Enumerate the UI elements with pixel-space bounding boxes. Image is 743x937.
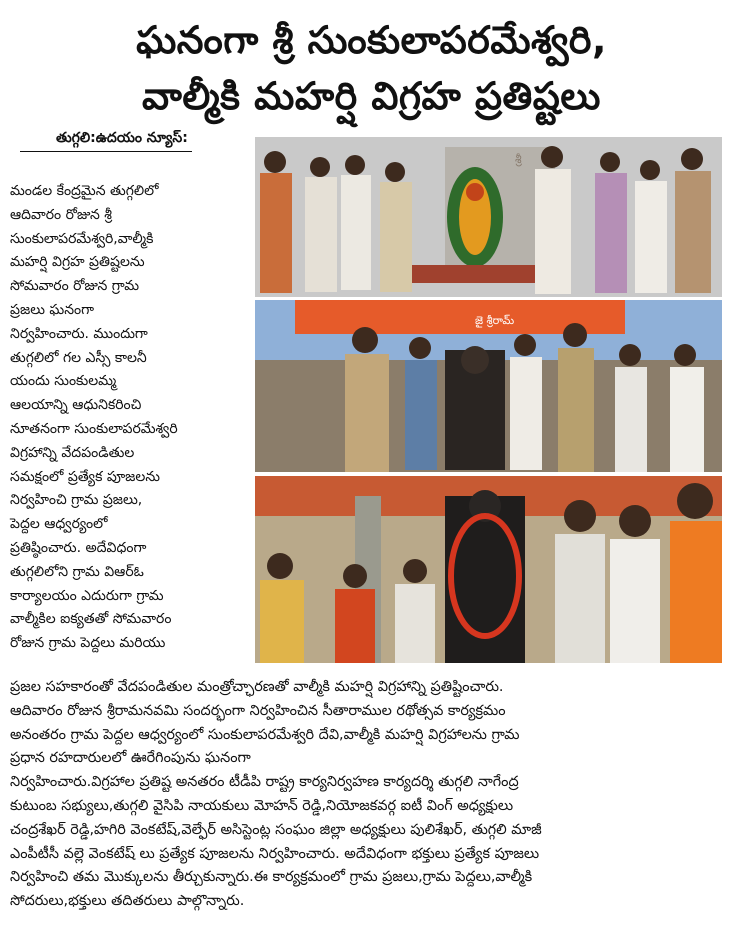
body-line: ఆదివారం రోజున శ్రీ <box>10 206 112 223</box>
body-line: మండల కేంద్రమైన తుగ్గలిలో <box>10 183 159 199</box>
body-line: పెద్దల ఆధ్వర్యంలో <box>10 516 108 533</box>
body-line: మహర్షి విగ్రహ ప్రతిష్టలను <box>10 254 145 271</box>
body-line: ప్రతిష్ఠించారు. అదేవిధంగా <box>10 539 147 556</box>
body-line: తుగ్గలిలోని గ్రామ విఆర్ఓ <box>10 563 144 580</box>
body-line: అనంతరం గ్రామ పెద్దల ఆధ్వర్యంలో సుంకులాపరమేశ్వరి దేవి,వాల్మీకి మహర్షి విగ్రహాలను గ్రామ <box>10 726 520 743</box>
body-line: ప్రధాన రహదారులలో ఊరేగింపును ఘనంగా <box>10 750 251 767</box>
body-line: తుగ్గలిలో గల ఎస్సీ కాలనీ <box>10 349 147 366</box>
body-line: యందు సుంకులమ్మ <box>10 373 117 390</box>
photo-sunkulaparameshwari-idol <box>255 137 722 297</box>
body-line: ఆదివారం రోజున శ్రీరామనవమి సందర్భంగా నిర్వహించిన సీతారాముల రథోత్సవ కార్యక్రమం <box>10 702 506 719</box>
body-line: వాల్మీకిల ఐక్యతతో సోమవారం <box>10 611 172 628</box>
article-body-column <box>10 180 255 656</box>
body-line: సమక్షంలో ప్రత్యేక పూజలను <box>10 468 161 485</box>
body-line: ప్రజలు ఘనంగా <box>10 301 95 318</box>
body-line: నిర్వహించి గ్రామ ప్రజలు, <box>10 492 143 509</box>
banner-text: జై శ్రీరామ్ <box>475 314 515 327</box>
body-line: విగ్రహాన్ని వేదపండితుల <box>10 444 135 461</box>
body-line: నూతనంగా సుంకులాపరమేశ్వరి <box>10 420 178 437</box>
body-line: సుంకులాపరమేశ్వరి,వాల్మీకి <box>10 230 154 247</box>
banner-text: శ్రీ <box>515 152 522 166</box>
body-line: నిర్వహించారు.విగ్రహాల ప్రతిష్ట అనతరం టీడీపి రాష్ట్ర కార్యనిర్వహణ కార్యదర్శి తుగ్గలి నాగేంద్ర <box>10 774 519 791</box>
photo-valmiki-idol-canopy <box>255 300 722 472</box>
body-line: నిర్వహించారు. ముందుగా <box>10 325 148 342</box>
headline-line-2: వాల్మీకి మహర్షి విగ్రహ ప్రతిష్టలు <box>142 74 601 118</box>
body-line: ఆలయాన్ని ఆధునికరించి <box>10 397 142 414</box>
body-line: ప్రజల సహకారంతో వేదపండితుల మంత్రోచ్ఛారణతో వాల్మీకి మహర్షి విగ్రహాన్ని ప్రతిష్టించారు. <box>10 679 504 695</box>
byline: తుగ్గలి:ఉదయం న్యూస్: <box>20 130 192 152</box>
body-line: రోజున గ్రామ పెద్దలు మరియు <box>10 635 166 652</box>
body-line: కుటుంబ సభ్యులు,తుగ్గలి వైసిపి నాయకులు మోహన్ రెడ్డి,నియోజకవర్గ ఐటీ వింగ్ అధ్యక్షులు <box>10 797 514 814</box>
article-body-full <box>10 676 730 914</box>
body-line: సోమవారం రోజున గ్రామ <box>10 278 140 295</box>
photo-garlanded-idol <box>255 476 722 663</box>
body-line: ఎంపీటీసీ వల్లె వెంకటేష్ లు ప్రత్యేక పూజలను నిర్వహించారు. అదేవిధంగా భక్తులు ప్రత్యేక పూజలు <box>10 845 540 862</box>
headline-line-1: ఘనంగా శ్రీ సుంకులాపరమేశ్వరి, <box>136 18 607 62</box>
body-line: చంద్రశేఖర్ రెడ్డి,హగిరి వెంకటేష్,వెల్ఫేర్ అసిస్టెంట్ల సంఘం జిల్లా అధ్యక్షులు పులిశేఖర్, తుగ్గలి మాజీ <box>10 821 542 838</box>
body-line: నిర్వహించి తమ మొక్కులను తీర్చుకున్నారు.ఈ కార్యక్రమంలో గ్రామ ప్రజలు,గ్రామ పెద్దలు,వాల్మీకి <box>10 869 533 886</box>
body-line: సోదరులు,భక్తులు తదితరులు పాల్గొన్నారు. <box>10 893 245 910</box>
body-line: కార్యాలయం ఎదురుగా గ్రామ <box>10 587 164 604</box>
